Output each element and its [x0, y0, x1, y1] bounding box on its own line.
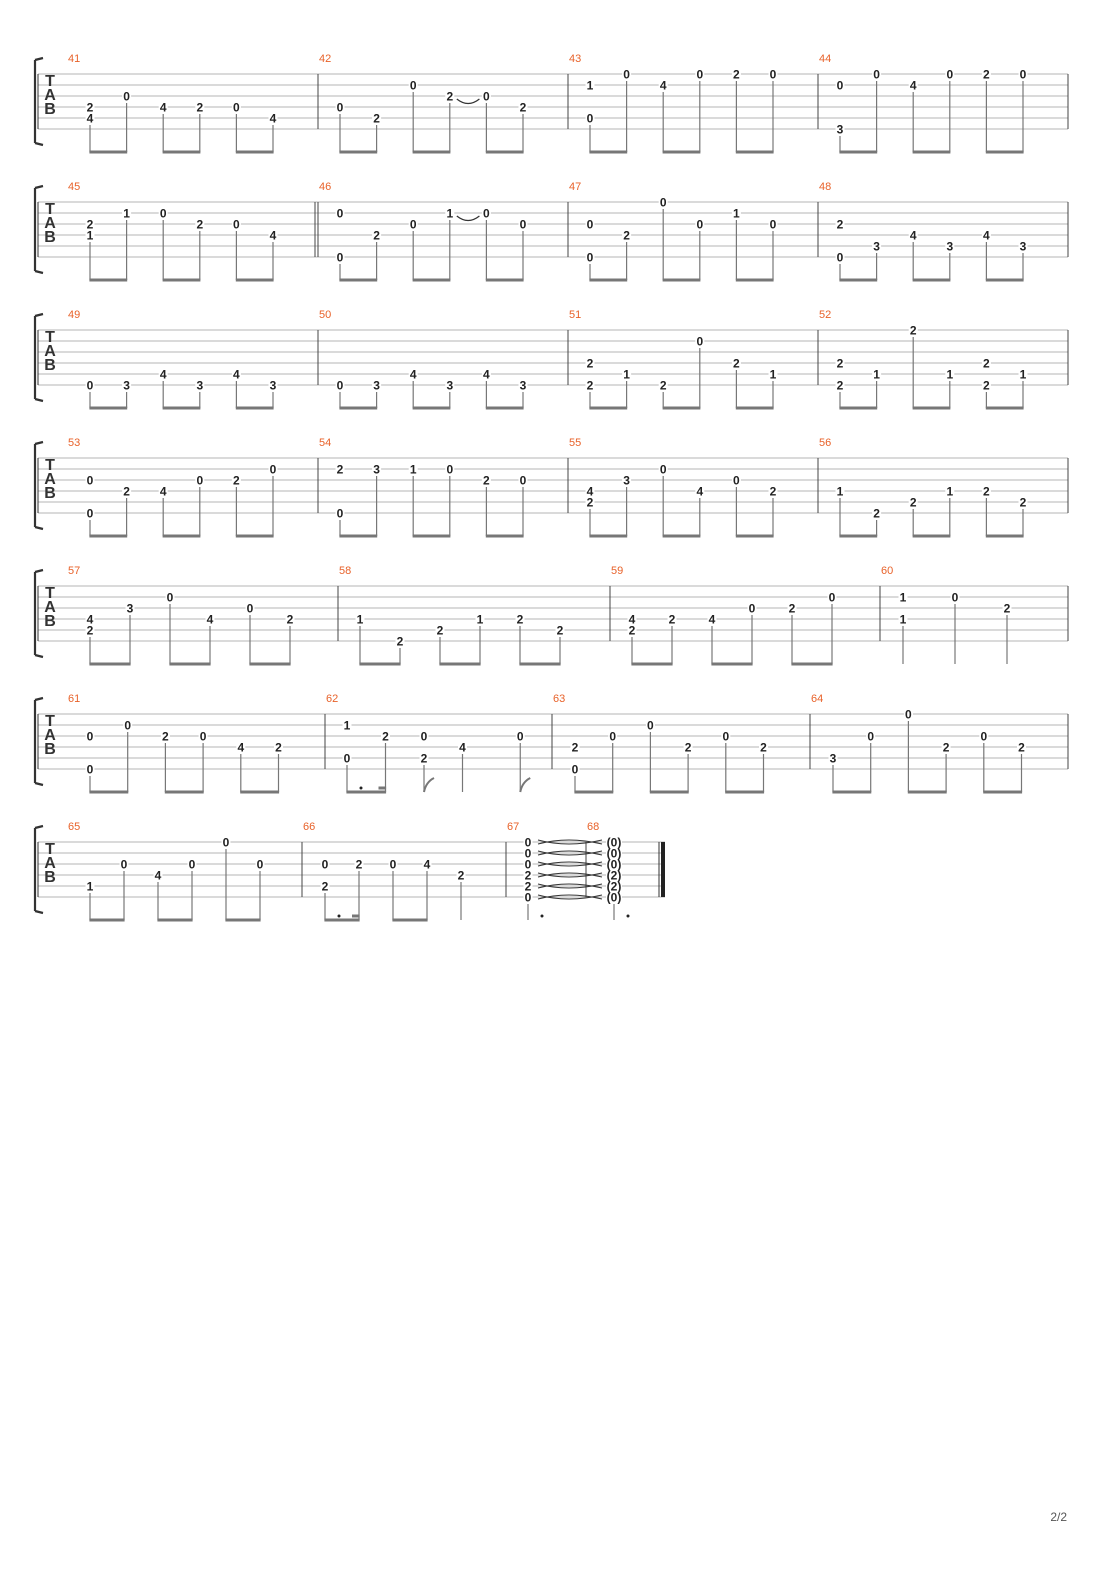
- fret-number: (2): [606, 868, 622, 883]
- fret-number: 1: [899, 612, 907, 627]
- fret-number: 4: [423, 857, 431, 872]
- fret-number: 1: [733, 206, 740, 221]
- fret-number: 0: [516, 729, 524, 744]
- fret-number: 4: [628, 612, 636, 627]
- measure-number: 60: [881, 565, 894, 577]
- fret-number: 0: [199, 729, 207, 744]
- fret-number: 0: [696, 217, 704, 232]
- fret-number: 0: [659, 462, 667, 477]
- fret-number: 1: [586, 78, 594, 93]
- tab-system: [35, 442, 1068, 536]
- system-bracket: [35, 826, 43, 913]
- measure-number: 64: [811, 693, 824, 705]
- fret-number: 0: [188, 857, 196, 872]
- fret-number: 3: [373, 462, 380, 477]
- measure-number: 66: [303, 821, 316, 833]
- tab-clef-letter: B: [44, 741, 56, 758]
- fret-number: 0: [336, 250, 344, 265]
- fret-number: 1: [409, 462, 417, 477]
- fret-number: 0: [86, 762, 94, 777]
- measure-number: 68: [587, 821, 600, 833]
- tab-clef-letter: A: [44, 87, 56, 104]
- measure-number: 42: [319, 53, 332, 65]
- fret-number: 1: [476, 612, 484, 627]
- tab-clef-letter: A: [44, 855, 56, 872]
- fret-number: 1: [946, 367, 954, 382]
- fret-number: 1: [836, 484, 844, 499]
- fret-number: 0: [609, 729, 617, 744]
- measure-number: 61: [68, 693, 81, 705]
- fret-number: 2: [196, 100, 204, 115]
- measure-number: 62: [326, 693, 339, 705]
- fret-number: 2: [275, 740, 282, 755]
- fret-number: 2: [1019, 495, 1027, 510]
- fret-number: 0: [659, 195, 667, 210]
- fret-number: 4: [708, 612, 716, 627]
- fret-number: (0): [606, 890, 622, 905]
- fret-number: 1: [899, 590, 907, 605]
- fret-number: 0: [336, 206, 344, 221]
- fret-number: 0: [233, 100, 240, 115]
- tab-system: [35, 570, 1068, 664]
- fret-number: 2: [519, 100, 527, 115]
- tab-clef-letter: A: [44, 215, 56, 232]
- fret-number: 1: [946, 484, 954, 499]
- fret-number: 0: [586, 217, 594, 232]
- fret-number: 2: [196, 217, 204, 232]
- tab-clef-letter: A: [44, 343, 56, 360]
- fret-number: 0: [696, 334, 704, 349]
- fret-number: 4: [483, 367, 490, 382]
- fret-number: 0: [336, 100, 344, 115]
- fret-number: 2: [373, 111, 380, 126]
- fret-number: 2: [123, 484, 130, 499]
- fret-number: 0: [519, 473, 527, 488]
- fret-number: 0: [86, 473, 94, 488]
- fret-number: 3: [623, 473, 630, 488]
- fret-number: 0: [836, 78, 844, 93]
- fret-number: 4: [86, 612, 94, 627]
- fret-number: 4: [586, 484, 594, 499]
- measure-number: 59: [611, 565, 624, 577]
- fret-number: 2: [420, 751, 428, 766]
- fret-number: 0: [336, 378, 344, 393]
- fret-number: 2: [983, 378, 990, 393]
- fret-number: 0: [586, 250, 594, 265]
- fret-number: 4: [459, 740, 466, 755]
- fret-number: 0: [166, 590, 174, 605]
- fret-number: 1: [623, 367, 630, 382]
- fret-number: (0): [606, 857, 622, 872]
- measure-number: 58: [339, 565, 352, 577]
- fret-number: 3: [196, 378, 204, 393]
- rhythm-dot: [541, 915, 544, 918]
- fret-number: 4: [159, 484, 167, 499]
- tab-clef-letter: T: [45, 329, 55, 346]
- fret-number: 2: [321, 879, 329, 894]
- fret-number: 2: [373, 228, 380, 243]
- fret-number: 2: [524, 868, 532, 883]
- fret-number: 0: [246, 601, 254, 616]
- measure-number: 51: [569, 309, 582, 321]
- fret-number: 0: [867, 729, 875, 744]
- system-bracket: [35, 186, 43, 273]
- fret-number: 0: [748, 601, 756, 616]
- fret-number: 2: [659, 378, 667, 393]
- fret-number: 2: [483, 473, 490, 488]
- fret-number: 4: [159, 367, 167, 382]
- fret-number: 0: [123, 89, 130, 104]
- fret-number: 2: [668, 612, 676, 627]
- tab-clef-letter: B: [44, 869, 56, 886]
- fret-number: 3: [446, 378, 454, 393]
- fret-number: 1: [446, 206, 454, 221]
- fret-number: 2: [628, 623, 636, 638]
- fret-number: 2: [86, 623, 94, 638]
- system-bracket: [35, 442, 43, 529]
- fret-number: (0): [606, 835, 622, 850]
- fret-number: 2: [586, 378, 594, 393]
- fret-number: 2: [733, 356, 740, 371]
- fret-number: 0: [420, 729, 428, 744]
- fret-number: 0: [524, 835, 532, 850]
- fret-number: 1: [86, 228, 94, 243]
- fret-number: 1: [1019, 367, 1027, 382]
- fret-number: 0: [519, 217, 527, 232]
- tab-clef-letter: B: [44, 357, 56, 374]
- fret-number: 2: [788, 601, 796, 616]
- fret-number: 2: [355, 857, 363, 872]
- fret-number: 4: [206, 612, 214, 627]
- fret-number: 1: [123, 206, 130, 221]
- fret-number: 2: [336, 462, 344, 477]
- fret-number: 2: [86, 100, 94, 115]
- fret-number: 2: [733, 67, 740, 82]
- fret-number: (0): [606, 846, 622, 861]
- tab-clef-letter: B: [44, 101, 56, 118]
- fret-number: 2: [623, 228, 630, 243]
- fret-number: 2: [983, 356, 990, 371]
- system-bracket: [35, 698, 43, 785]
- fret-number: 2: [836, 378, 844, 393]
- measure-number: 43: [569, 53, 582, 65]
- fret-number: 0: [1019, 67, 1027, 82]
- fret-number: 4: [237, 740, 245, 755]
- tab-clef-letter: T: [45, 585, 55, 602]
- measure-number: 54: [319, 437, 332, 449]
- fret-number: 2: [873, 506, 880, 521]
- fret-number: 0: [828, 590, 836, 605]
- fret-number: 2: [909, 323, 917, 338]
- rhythm-dot: [338, 915, 341, 918]
- fret-number: 0: [647, 718, 654, 733]
- tab-clef-letter: A: [44, 599, 56, 616]
- fret-number: 0: [586, 111, 594, 126]
- fret-number: 3: [1019, 239, 1027, 254]
- rhythm-dot: [627, 915, 630, 918]
- fret-number: 2: [382, 729, 389, 744]
- fret-number: 2: [1003, 601, 1011, 616]
- measure-number: 44: [819, 53, 832, 65]
- tab-clef-letter: B: [44, 485, 56, 502]
- fret-number: 1: [769, 367, 777, 382]
- fret-number: 0: [86, 729, 94, 744]
- fret-number: 0: [946, 67, 954, 82]
- tab-clef-letter: B: [44, 613, 56, 630]
- fret-number: 0: [321, 857, 329, 872]
- fret-number: 0: [159, 206, 167, 221]
- fret-number: 0: [873, 67, 880, 82]
- tab-clef-letter: T: [45, 201, 55, 218]
- fret-number: 0: [120, 857, 128, 872]
- fret-number: 2: [286, 612, 294, 627]
- fret-number: 2: [909, 495, 917, 510]
- fret-number: 0: [196, 473, 204, 488]
- fret-number: 4: [159, 100, 167, 115]
- fret-number: 2: [983, 484, 990, 499]
- fret-number: 2: [556, 623, 564, 638]
- fret-number: 0: [524, 890, 532, 905]
- fret-number: 2: [233, 473, 240, 488]
- tab-system: [35, 58, 1068, 152]
- tab-clef-letter: A: [44, 471, 56, 488]
- fret-number: 1: [356, 612, 364, 627]
- fret-number: 0: [623, 67, 630, 82]
- tab-clef-letter: T: [45, 713, 55, 730]
- measure-number: 57: [68, 565, 81, 577]
- fret-number: 0: [86, 506, 94, 521]
- note-flag: [424, 778, 434, 792]
- fret-number: 3: [873, 239, 880, 254]
- fret-number: 0: [446, 462, 454, 477]
- measure-number: 47: [569, 181, 582, 193]
- measure-number: 45: [68, 181, 81, 193]
- fret-number: 0: [836, 250, 844, 265]
- measure-number: 65: [68, 821, 81, 833]
- fret-number: 4: [269, 111, 277, 126]
- fret-number: 4: [86, 111, 94, 126]
- fret-number: 4: [154, 868, 162, 883]
- fret-number: 0: [86, 378, 94, 393]
- fret-number: 2: [457, 868, 465, 883]
- measure-number: 53: [68, 437, 81, 449]
- tab-clef-letter: T: [45, 841, 55, 858]
- fret-number: 4: [233, 367, 240, 382]
- fret-number: 1: [86, 879, 94, 894]
- fret-number: 2: [396, 634, 404, 649]
- fret-number: 2: [983, 67, 990, 82]
- fret-number: 0: [256, 857, 264, 872]
- tab-clef-letter: B: [44, 229, 56, 246]
- fret-number: 4: [696, 484, 704, 499]
- tie: [457, 216, 480, 221]
- fret-number: 4: [269, 228, 277, 243]
- measure-number: 67: [507, 821, 520, 833]
- fret-number: 2: [836, 356, 844, 371]
- fret-number: 0: [524, 846, 532, 861]
- fret-number: 3: [829, 751, 837, 766]
- fret-number: 0: [389, 857, 397, 872]
- system-bracket: [35, 570, 43, 657]
- fret-number: 2: [684, 740, 692, 755]
- fret-number: 0: [769, 67, 777, 82]
- fret-number: 1: [343, 718, 351, 733]
- fret-number: 4: [909, 228, 917, 243]
- fret-number: 2: [586, 495, 594, 510]
- fret-number: 3: [269, 378, 277, 393]
- fret-number: 2: [586, 356, 594, 371]
- fret-number: 3: [519, 378, 527, 393]
- fret-number: 0: [905, 707, 912, 722]
- note-flag: [520, 778, 530, 792]
- fret-number: 0: [769, 217, 777, 232]
- tab-clef-letter: A: [44, 727, 56, 744]
- fret-number: 0: [951, 590, 959, 605]
- fret-number: 0: [571, 762, 579, 777]
- fret-number: 2: [446, 89, 454, 104]
- fret-number: 2: [760, 740, 767, 755]
- fret-number: 0: [409, 217, 417, 232]
- measure-number: 41: [68, 53, 81, 65]
- fret-number: 0: [696, 67, 704, 82]
- fret-number: 0: [336, 506, 344, 521]
- fret-number: 0: [409, 78, 417, 93]
- fret-number: 2: [942, 740, 950, 755]
- measure-number: 49: [68, 309, 81, 321]
- fret-number: 2: [836, 217, 844, 232]
- fret-number: 0: [980, 729, 988, 744]
- fret-number: 0: [269, 462, 277, 477]
- tab-system: [35, 826, 665, 920]
- fret-number: 3: [126, 601, 134, 616]
- fret-number: 0: [233, 217, 240, 232]
- tab-clef-letter: T: [45, 457, 55, 474]
- fret-number: 0: [722, 729, 730, 744]
- system-bracket: [35, 314, 43, 401]
- fret-number: 1: [873, 367, 880, 382]
- measure-number: 52: [819, 309, 832, 321]
- fret-number: 2: [1018, 740, 1025, 755]
- fret-number: 3: [946, 239, 954, 254]
- fret-number: 0: [524, 857, 532, 872]
- fret-number: 3: [123, 378, 130, 393]
- page-number: 2/2: [1050, 1510, 1067, 1524]
- fret-number: 2: [162, 729, 169, 744]
- tie: [457, 99, 480, 104]
- measure-number: 56: [819, 437, 832, 449]
- fret-number: 0: [483, 89, 490, 104]
- fret-number: 2: [769, 484, 777, 499]
- fret-number: 2: [524, 879, 532, 894]
- fret-number: (2): [606, 879, 622, 894]
- measure-number: 48: [819, 181, 832, 193]
- fret-number: 2: [516, 612, 524, 627]
- fret-number: 2: [436, 623, 444, 638]
- tab-clef-letter: T: [45, 73, 55, 90]
- fret-number: 4: [409, 367, 417, 382]
- fret-number: 4: [909, 78, 917, 93]
- fret-number: 0: [733, 473, 740, 488]
- fret-number: 4: [659, 78, 667, 93]
- fret-number: 2: [571, 740, 579, 755]
- measure-number: 50: [319, 309, 332, 321]
- measure-number: 46: [319, 181, 332, 193]
- fret-number: 3: [836, 122, 844, 137]
- fret-number: 0: [222, 835, 230, 850]
- fret-number: 0: [483, 206, 490, 221]
- system-bracket: [35, 58, 43, 145]
- measure-number: 55: [569, 437, 582, 449]
- rhythm-dot: [360, 787, 363, 790]
- fret-number: 3: [373, 378, 380, 393]
- fret-number: 2: [86, 217, 94, 232]
- fret-number: 4: [983, 228, 990, 243]
- fret-number: 0: [124, 718, 132, 733]
- measure-number: 63: [553, 693, 566, 705]
- fret-number: 0: [343, 751, 351, 766]
- tab-system: [35, 698, 1068, 792]
